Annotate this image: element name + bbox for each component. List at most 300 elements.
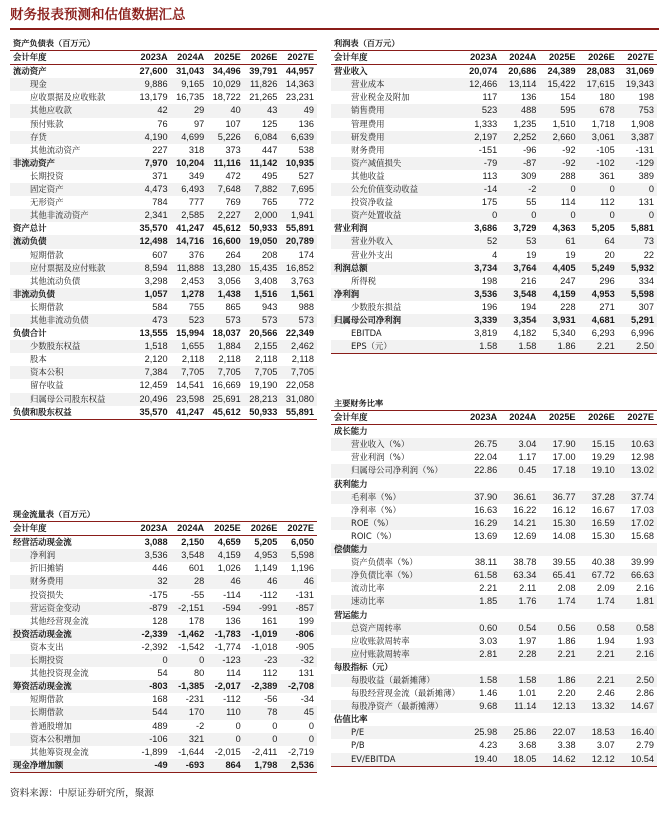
cell-value: 5,598 <box>280 549 317 562</box>
cell-value: 16.40 <box>618 726 657 739</box>
row-label: 应付票据及应付账款 <box>10 262 134 275</box>
cell-value <box>461 661 500 674</box>
cell-value: 10.63 <box>618 438 657 451</box>
cell-value: 22,349 <box>285 328 314 339</box>
cell-value: 131 <box>638 197 654 208</box>
column-header-year: 2023A <box>134 51 171 65</box>
cell-value <box>579 609 618 622</box>
cell-value: 12.12 <box>579 753 618 767</box>
cell-value <box>579 713 618 726</box>
cell-value: 1.01 <box>518 688 537 699</box>
cell-value: 4,699 <box>171 131 208 144</box>
row-label: 所得税 <box>351 275 377 286</box>
cell-value: 78 <box>244 706 281 719</box>
cell-value: -905 <box>295 641 314 652</box>
cell-value: 15,435 <box>244 262 281 275</box>
cell-value: 4,405 <box>539 262 578 275</box>
cell-value: -806 <box>280 628 317 641</box>
cell-value: 19.29 <box>591 452 615 463</box>
column-header-year: 2026E <box>244 51 281 65</box>
cell-value: 2,453 <box>181 275 205 286</box>
cell-value: 45,612 <box>207 406 244 420</box>
cell-value: 42 <box>134 104 171 117</box>
cell-value: 16.12 <box>552 504 576 515</box>
table-row <box>331 327 657 340</box>
table-row <box>10 406 317 420</box>
cell-value: 584 <box>152 301 168 312</box>
cell-value: 0 <box>244 733 281 746</box>
cell-value: 0 <box>618 209 657 222</box>
cell-value: 36.77 <box>539 491 578 504</box>
cell-value: 3,339 <box>461 314 500 327</box>
column-header-year: 2023A <box>461 411 500 425</box>
cell-value: 3,088 <box>144 537 168 548</box>
cell-value: 1,333 <box>474 118 498 129</box>
cell-value: 4,953 <box>244 549 281 562</box>
cell-value: 3,056 <box>217 275 241 286</box>
row-label: 现金 <box>10 78 134 91</box>
cell-value: 318 <box>188 144 205 155</box>
cell-value: 2,227 <box>207 209 244 222</box>
cell-value: 14,363 <box>280 78 317 91</box>
cell-value: 45 <box>280 706 317 719</box>
table-row <box>331 249 657 262</box>
cell-value: 334 <box>638 275 654 286</box>
cell-value: 46 <box>280 575 317 588</box>
row-label: 营业收入 <box>334 66 368 77</box>
cell-value: 28,213 <box>244 393 281 406</box>
table-row <box>10 340 317 353</box>
cell-value: 15.30 <box>539 517 578 530</box>
cell-value: -34 <box>300 694 314 705</box>
cell-value: 161 <box>262 615 278 626</box>
row-label: 筹资活动现金流 <box>10 680 134 693</box>
cell-value <box>618 661 657 674</box>
cell-value: 288 <box>560 170 576 181</box>
table-row <box>331 543 657 556</box>
row-label: 应收账款周转率 <box>351 635 410 646</box>
cell-value: 1,278 <box>171 288 208 301</box>
cell-value: -2 <box>500 183 539 196</box>
cell-value: 32 <box>134 575 171 588</box>
row-label: 净利润 <box>10 549 134 562</box>
cell-value: 11.14 <box>500 700 539 713</box>
cell-value: 5,881 <box>631 223 654 234</box>
cell-value: 19.10 <box>579 464 618 477</box>
table-row <box>10 759 317 773</box>
table-row <box>10 641 317 654</box>
cell-value: 61.58 <box>461 569 500 582</box>
cell-value: 0.58 <box>579 622 618 635</box>
table-header-row <box>331 411 657 425</box>
cell-value: 6,996 <box>631 328 654 339</box>
cell-value: 6,084 <box>244 131 281 144</box>
row-label: 投资活动现金流 <box>10 628 134 641</box>
cell-value: 50,933 <box>244 406 281 420</box>
cell-value: -105 <box>596 144 615 155</box>
cell-value: 2,118 <box>218 354 241 365</box>
table-row <box>331 635 657 648</box>
cell-value: 0 <box>539 183 578 196</box>
cell-value: -102 <box>579 157 618 170</box>
cell-value: 10,204 <box>171 157 208 170</box>
cell-value: 1.85 <box>461 595 500 608</box>
cell-value <box>461 543 500 556</box>
cell-value: 1,908 <box>631 118 654 129</box>
row-label: 成长能力 <box>334 426 368 437</box>
cell-value: 495 <box>262 170 278 181</box>
row-label: 公允价值变动收益 <box>331 183 461 196</box>
table-row <box>331 530 657 543</box>
cell-value: 12,498 <box>134 235 171 248</box>
cell-value: 36.61 <box>500 491 539 504</box>
row-label: 每股经营现金流（最新摊薄） <box>351 688 460 699</box>
cell-value: 10.54 <box>618 753 657 767</box>
cell-value: 4,473 <box>134 183 171 196</box>
cell-value: 39.55 <box>552 557 576 568</box>
cell-value: 31,043 <box>176 66 205 77</box>
cell-value: 198 <box>638 92 654 103</box>
cell-value: 1.46 <box>479 688 498 699</box>
row-label: 流动资产 <box>13 66 47 77</box>
cell-value: 20,686 <box>508 66 537 77</box>
cell-value: 0 <box>134 654 171 667</box>
cell-value: 5,205 <box>591 223 615 234</box>
row-label: P/B <box>351 740 365 751</box>
cell-value: 607 <box>152 249 168 260</box>
cell-value: 136 <box>521 92 537 103</box>
table-title: 主要财务比率 <box>331 397 657 411</box>
cell-value <box>579 425 618 439</box>
table-row <box>331 78 657 91</box>
cell-value: 22,058 <box>285 380 314 391</box>
table-row <box>331 648 657 661</box>
cell-value: 24,389 <box>547 66 576 77</box>
cell-value: 65.41 <box>539 569 578 582</box>
cell-value: -123 <box>207 654 244 667</box>
table-row <box>10 693 317 706</box>
cell-value: 61 <box>539 235 578 248</box>
table-row <box>10 118 317 131</box>
row-label: 净负债比率（%） <box>331 569 461 582</box>
row-label: 股本 <box>30 354 47 365</box>
column-header-year: 2026E <box>579 411 618 425</box>
column-header-label: 会计年度 <box>331 51 461 65</box>
cell-value: 7,384 <box>134 366 171 379</box>
cell-value: 16.59 <box>579 517 618 530</box>
cell-value <box>539 661 578 674</box>
cell-value: 11,888 <box>171 262 208 275</box>
table-header-row <box>331 51 657 65</box>
row-label: 营运能力 <box>334 609 368 620</box>
cell-value: 18,722 <box>212 92 241 103</box>
cell-value: 14.08 <box>552 530 576 541</box>
table-row <box>10 667 317 680</box>
table-row <box>10 562 317 575</box>
cell-value: 45,612 <box>212 223 241 234</box>
table-row <box>331 235 657 248</box>
cell-value: 3,387 <box>618 131 657 144</box>
column-header-year: 2026E <box>579 51 618 65</box>
cell-value: 573 <box>207 314 244 327</box>
column-header-year: 2024A <box>500 51 539 65</box>
table-row <box>331 170 657 183</box>
cell-value <box>539 609 578 622</box>
row-label: 归属母公司净利润（%） <box>331 464 461 477</box>
cell-value: 37.74 <box>618 491 657 504</box>
row-label: 营业税金及附加 <box>351 92 410 103</box>
cell-value: 1,026 <box>217 563 241 574</box>
cell-value: 19,050 <box>244 235 281 248</box>
cell-value: 23,231 <box>285 92 314 103</box>
cell-value: 1,516 <box>244 288 281 301</box>
cell-value: 1.81 <box>618 595 657 608</box>
table-row <box>331 157 657 170</box>
cell-value <box>500 713 539 726</box>
cell-value: 2.20 <box>557 688 576 699</box>
cell-value: 8,594 <box>134 262 171 275</box>
cell-value: 6,293 <box>591 328 615 339</box>
row-label: 其他流动负债 <box>30 275 81 286</box>
cell-value: 2.46 <box>596 688 615 699</box>
cell-value: 1.58 <box>500 340 539 354</box>
column-header-label: 会计年度 <box>10 522 134 536</box>
cell-value <box>539 478 578 491</box>
table-row <box>331 314 657 327</box>
cell-value: -49 <box>134 759 171 773</box>
cell-value <box>539 713 578 726</box>
cell-value: 271 <box>599 301 615 312</box>
cell-value: 76 <box>157 118 168 129</box>
cell-value: 3,408 <box>254 275 278 286</box>
cell-value: 13,555 <box>139 328 168 339</box>
cell-value: 44,957 <box>285 66 314 77</box>
cell-value: 3.07 <box>596 740 615 751</box>
row-label: 少数股东损益 <box>351 301 402 312</box>
cell-value: 2.28 <box>500 648 539 661</box>
table-row <box>331 478 657 491</box>
cell-value: -32 <box>280 654 317 667</box>
cell-value: 13.69 <box>474 530 498 541</box>
cell-value: 4,953 <box>579 288 618 301</box>
cell-value: 1,510 <box>552 118 576 129</box>
cell-value: 18.05 <box>500 753 539 767</box>
cell-value <box>618 609 657 622</box>
cell-value: 2.81 <box>461 648 500 661</box>
table-row <box>331 65 657 79</box>
cell-value: -1,462 <box>171 628 208 641</box>
cell-value: 15,994 <box>176 328 205 339</box>
row-label: 存货 <box>10 131 134 144</box>
cell-value: 865 <box>225 301 241 312</box>
cell-value: 2,341 <box>134 209 171 222</box>
table-row <box>10 301 317 314</box>
cell-value: 25,691 <box>207 393 244 406</box>
cell-value: 2,150 <box>181 537 205 548</box>
cell-value: 595 <box>539 104 578 117</box>
cell-value: 523 <box>171 314 208 327</box>
cell-value: 4,659 <box>217 537 241 548</box>
cell-value: 16,600 <box>207 235 244 248</box>
cell-value: 772 <box>298 197 314 208</box>
cell-value: 16.29 <box>461 517 500 530</box>
title-divider <box>10 28 659 30</box>
cell-value: 14,541 <box>176 380 205 391</box>
cell-value: 39,791 <box>249 66 278 77</box>
row-label: 其他经营现金流 <box>30 615 89 626</box>
cell-value: -2,708 <box>280 680 317 693</box>
cell-value: 1.58 <box>500 674 539 687</box>
cell-value: 12,466 <box>461 78 500 91</box>
row-label: 利润总额 <box>331 262 461 275</box>
row-label: 折旧摊销 <box>30 563 64 574</box>
row-label: 净利率（%） <box>351 504 401 515</box>
cell-value: 2.09 <box>596 583 615 594</box>
row-label: 其他非流动资产 <box>10 209 134 222</box>
cell-value: 16,735 <box>176 92 205 103</box>
table-row <box>331 262 657 275</box>
table-row <box>331 209 657 222</box>
cell-value: 19 <box>526 249 537 260</box>
cell-value: 488 <box>500 104 539 117</box>
row-label: 每股指标（元） <box>334 661 393 672</box>
table-row <box>331 104 657 117</box>
table-row <box>331 569 657 582</box>
cell-value <box>618 543 657 556</box>
cell-value: 2,000 <box>244 209 281 222</box>
cell-value: 14.21 <box>500 517 539 530</box>
row-label: 长期借款 <box>30 301 64 312</box>
cell-value: 25.98 <box>461 726 500 739</box>
table-row <box>331 183 657 196</box>
table-row <box>10 288 317 301</box>
cell-value: 178 <box>188 615 205 626</box>
row-label: 其他流动资产 <box>30 144 81 155</box>
column-header-year: 2023A <box>461 51 500 65</box>
cell-value: 264 <box>225 249 241 260</box>
column-header-year: 2024A <box>171 522 208 536</box>
cell-value: 7,705 <box>207 366 244 379</box>
cell-value <box>618 425 657 439</box>
row-label: 毛利率（%） <box>331 491 461 504</box>
cell-value: -87 <box>500 157 539 170</box>
column-header-year: 2027E <box>618 51 657 65</box>
cell-value: 2,660 <box>539 131 578 144</box>
cell-value: 678 <box>579 104 618 117</box>
table-row <box>331 340 657 354</box>
cell-value: 7,970 <box>134 157 171 170</box>
row-label: 净利润 <box>331 288 461 301</box>
row-label: EV/EBITDA <box>331 753 461 767</box>
row-label: 预付账款 <box>30 118 64 129</box>
table-row <box>331 674 657 687</box>
row-label: 非流动资产 <box>10 157 134 170</box>
table-row <box>331 504 657 517</box>
table-row <box>331 131 657 144</box>
row-label: 偿债能力 <box>331 543 461 556</box>
cell-value: 198 <box>481 275 498 286</box>
table-header-row <box>10 51 317 65</box>
cell-value: 41,247 <box>176 223 205 234</box>
table-row <box>10 589 317 602</box>
cell-value: 6,050 <box>291 537 314 548</box>
cell-value: 7,705 <box>244 366 281 379</box>
cell-value: 15,422 <box>539 78 578 91</box>
cell-value <box>500 543 539 556</box>
cell-value: 2.21 <box>579 648 618 661</box>
cell-value: 63.34 <box>500 569 539 582</box>
cell-value: 0 <box>308 720 314 731</box>
cell-value: 5,205 <box>254 537 278 548</box>
cell-value: 97 <box>193 118 205 129</box>
cell-value: 446 <box>152 563 168 574</box>
cell-value: 0.58 <box>618 622 657 635</box>
table-row <box>10 628 317 641</box>
row-label: 资产减值损失 <box>331 157 461 170</box>
cell-value: 7,705 <box>171 366 208 379</box>
table-row <box>331 438 657 451</box>
table-row <box>331 582 657 595</box>
cell-value: 2,197 <box>461 131 500 144</box>
cell-value: 39.99 <box>631 557 654 568</box>
table-row <box>10 196 317 209</box>
table-title-row <box>10 37 317 51</box>
table-row <box>10 536 317 550</box>
row-label: 销售费用 <box>331 104 461 117</box>
cell-value: 489 <box>152 720 168 731</box>
cell-value: -2,017 <box>207 680 244 693</box>
cell-value: 2,155 <box>244 340 281 353</box>
cell-value: 0.60 <box>461 622 500 635</box>
row-label: 经营活动现金流 <box>13 537 72 548</box>
table-row <box>10 720 317 733</box>
row-label: 营业外收入 <box>331 235 461 248</box>
cell-value: 15.68 <box>631 530 654 541</box>
cell-value: -231 <box>185 694 205 705</box>
cell-value: 373 <box>225 144 241 155</box>
cell-value: 25.86 <box>500 726 539 739</box>
cell-value: 4,159 <box>207 549 244 562</box>
cell-value: 12.69 <box>513 530 537 541</box>
cell-value: 3,536 <box>134 549 171 562</box>
cell-value: 52 <box>461 235 500 248</box>
cell-value: 11,826 <box>244 78 281 91</box>
cell-value: 2.21 <box>579 340 618 354</box>
cell-value: 4,681 <box>579 314 618 327</box>
cell-value: 40.38 <box>591 557 615 568</box>
cell-value: -1,899 <box>141 746 168 757</box>
cell-value: -112 <box>259 589 278 600</box>
cell-value: 769 <box>225 197 241 208</box>
table-row <box>331 609 657 622</box>
cell-value: 136 <box>298 118 314 129</box>
cell-value: 1.86 <box>539 674 578 687</box>
cell-value: 1,718 <box>591 118 615 129</box>
cell-value: 2.21 <box>539 648 578 661</box>
cell-value: 22 <box>643 249 654 260</box>
row-label: 营业利润（%） <box>351 452 410 463</box>
row-label: 资本公积 <box>10 366 134 379</box>
cell-value: 3,819 <box>474 328 498 339</box>
table-row <box>10 249 317 262</box>
row-label: 固定资产 <box>10 183 134 196</box>
row-label: 资本公积增加 <box>10 733 134 746</box>
table-title-row <box>10 508 317 522</box>
cell-value: -991 <box>244 602 281 615</box>
cell-value: 22.07 <box>539 726 578 739</box>
cell-value: 17.00 <box>552 452 576 463</box>
cell-value: 18,037 <box>212 328 241 339</box>
